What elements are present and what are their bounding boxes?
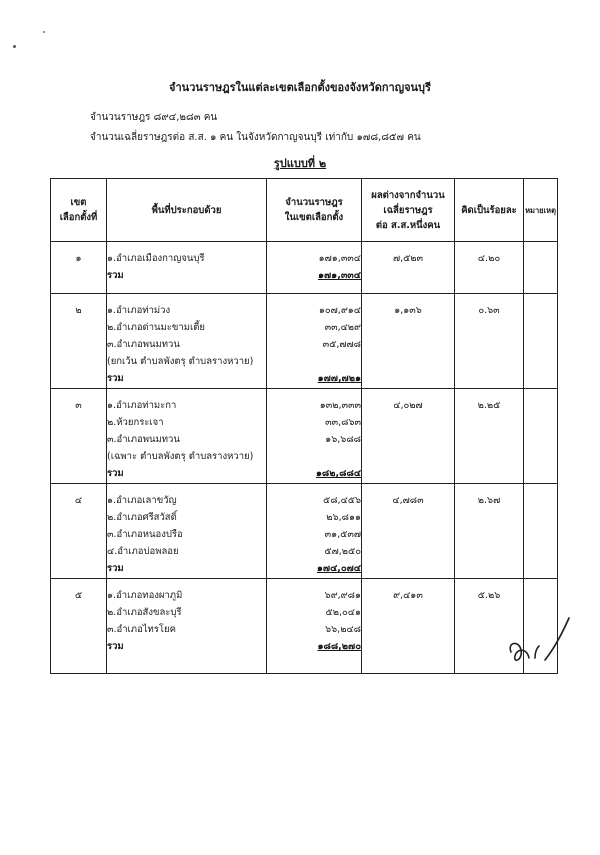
area-item: (เฉพาะ ตำบลพังตรุ ตำบลรางหวาย): [107, 451, 254, 462]
total-population: ๑๗๑,๓๓๔: [318, 270, 361, 281]
difference-value: ๑,๑๓๖: [394, 305, 422, 316]
area-cell: [107, 484, 267, 579]
remark-cell: [524, 294, 558, 389]
population-cell: [267, 242, 362, 294]
header-difference: ผลต่างจากจำนวน เฉลี่ยราษฎร ต่อ ส.ส.หนึ่งคน: [362, 179, 455, 242]
header-area: พื้นที่ประกอบด้วย: [107, 179, 267, 242]
difference-value: ๔,๐๒๗: [393, 400, 423, 411]
area-item: ๔.อำเภอบ่อพลอย: [107, 546, 179, 557]
header-population: จำนวนราษฎร ในเขตเลือกตั้ง: [267, 179, 362, 242]
scan-speck: [43, 31, 45, 33]
percent-cell: [455, 242, 524, 294]
table-header-row: [51, 179, 558, 242]
area-item: ๒.อำเภอด่านมะขามเตี้ย: [107, 322, 205, 333]
area-cell: [107, 389, 267, 484]
percent-value: ๒.๒๕: [477, 400, 501, 411]
remark-cell: [524, 242, 558, 294]
area-population: ๖๙,๙๘๑: [324, 590, 361, 601]
area-cell: [107, 579, 267, 674]
district-number: ๓: [75, 400, 82, 411]
scan-speck: [13, 45, 16, 48]
area-population: ๕๘,๔๕๖: [323, 495, 361, 506]
area-population: ๓๓,๘๖๓: [325, 417, 361, 428]
difference-value: ๗,๕๒๓: [392, 253, 424, 264]
area-population: ๓๓,๔๒๙: [324, 322, 361, 333]
area-item: ๒.อำเภอสังขละบุรี: [107, 607, 182, 618]
area-item: ๒.อำเภอศรีสวัสดิ์: [107, 512, 177, 523]
area-item: ๑.อำเภอเลาขวัญ: [107, 495, 177, 506]
remark-cell: [524, 484, 558, 579]
percent-value: ๕.๒๖: [477, 590, 501, 601]
difference-cell: [362, 389, 455, 484]
district-number: ๒: [75, 305, 82, 316]
difference-cell: [362, 294, 455, 389]
table-row: [51, 579, 558, 674]
area-item: ๓.อำเภอไทรโยค: [107, 624, 176, 635]
remark-cell: [524, 389, 558, 484]
district-cell: [51, 294, 107, 389]
percent-cell: [455, 294, 524, 389]
total-population: ๑๗๗,๗๒๑: [317, 373, 361, 384]
district-cell: [51, 579, 107, 674]
area-population: [267, 448, 361, 465]
area-item: ๑.อำเภอเมืองกาญจนบุรี: [107, 253, 205, 264]
population-cell: [267, 294, 362, 389]
total-population: ๑๘๘,๒๗๐: [317, 641, 361, 652]
difference-value: ๔,๗๘๓: [392, 495, 424, 506]
area-population: ๕๗,๒๕๐: [324, 546, 361, 557]
district-number: ๔: [74, 495, 83, 506]
area-population: ๖๖,๒๔๘: [325, 624, 361, 635]
area-item: ๑.อำเภอท่ามะกา: [107, 400, 177, 411]
difference-cell: [362, 579, 455, 674]
population-cell: [267, 389, 362, 484]
handwritten-signature: [505, 612, 575, 674]
percent-value: ๒.๖๗: [477, 495, 501, 506]
district-number: ๕: [74, 590, 83, 601]
area-population: ๑๗๑,๓๓๔: [318, 253, 361, 264]
table-row: [51, 242, 558, 294]
area-item: ๑.อำเภอทองผาภูมิ: [107, 590, 183, 601]
population-cell: [267, 579, 362, 674]
table-row: [51, 294, 558, 389]
percent-cell: [455, 484, 524, 579]
area-item: ๒.ห้วยกระเจา: [107, 417, 164, 428]
total-label: รวม: [107, 641, 124, 652]
area-population: ๑๐๗,๙๑๔: [318, 305, 361, 316]
total-label: รวม: [107, 270, 124, 281]
percent-cell: [455, 389, 524, 484]
difference-value: ๙,๔๑๓: [393, 590, 423, 601]
total-population: ๑๗๔,๐๗๔: [316, 563, 361, 574]
total-label: รวม: [107, 563, 124, 574]
population-cell: [267, 484, 362, 579]
total-population: ๑๘๒,๘๘๔: [315, 468, 361, 479]
table-row: [51, 389, 558, 484]
header-remark: หมายเหตุ: [524, 179, 558, 242]
average-line: จำนวนเฉลี่ยราษฎรต่อ ส.ส. ๑ คน ในจังหวัดกาญจนบุรี เท่ากับ ๑๗๘,๘๕๗ คน: [90, 132, 421, 143]
table-row: [51, 484, 558, 579]
document-title: จำนวนราษฎรในแต่ละเขตเลือกตั้งของจังหวัดกาญจนบุรี: [169, 81, 431, 94]
area-population: ๑๓๒,๓๓๓: [319, 400, 361, 411]
total-label: รวม: [107, 468, 124, 479]
total-label: รวม: [107, 373, 124, 384]
population-line: จำนวนราษฎร ๘๙๔,๒๘๓ คน: [90, 112, 218, 123]
area-population: [267, 353, 361, 370]
difference-cell: [362, 242, 455, 294]
area-population: ๒๖,๘๑๑: [326, 512, 361, 523]
area-cell: [107, 294, 267, 389]
district-cell: [51, 484, 107, 579]
area-population: ๕๒,๐๔๑: [325, 607, 361, 618]
area-population: ๓๑,๕๓๗: [324, 529, 361, 540]
percent-value: ๐.๖๓: [478, 305, 500, 316]
percent-value: ๔.๒๐: [477, 253, 501, 264]
header-district: เขต เลือกตั้งที่: [51, 179, 107, 242]
area-item: ๑.อำเภอท่าม่วง: [107, 305, 171, 316]
form-label: รูปแบบที่ ๒: [273, 157, 327, 170]
population-table: [50, 178, 558, 674]
district-number: ๑: [75, 253, 82, 264]
area-population: ๓๕,๗๗๘: [322, 339, 361, 350]
area-item: (ยกเว้น ตำบลพังตรุ ตำบลรางหวาย): [107, 356, 254, 367]
header-percent: คิดเป็นร้อยละ: [455, 179, 524, 242]
area-cell: [107, 242, 267, 294]
district-cell: [51, 389, 107, 484]
difference-cell: [362, 484, 455, 579]
district-cell: [51, 242, 107, 294]
area-item: ๓.อำเภอพนมทวน: [107, 434, 180, 445]
area-population: ๑๖,๖๘๘: [325, 434, 361, 445]
area-item: ๓.อำเภอหนองปรือ: [107, 529, 183, 540]
area-item: ๓.อำเภอพนมทวน: [107, 339, 180, 350]
